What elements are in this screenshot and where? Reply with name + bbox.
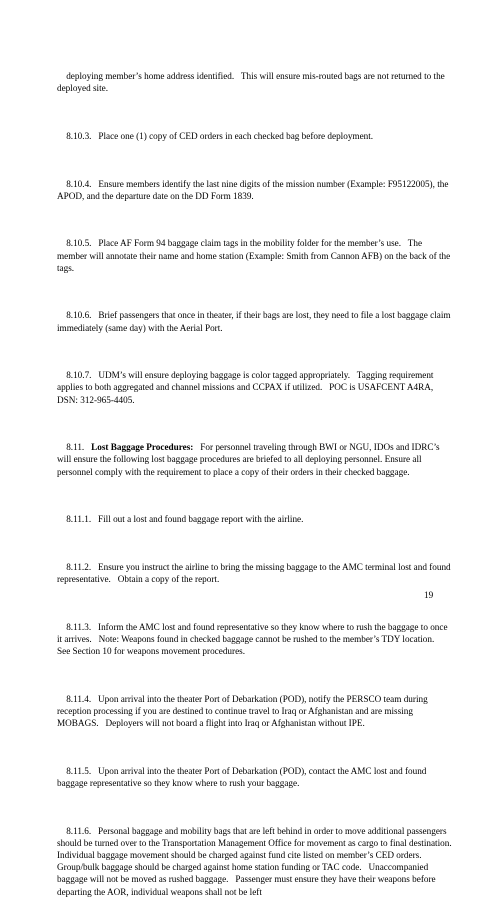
paragraph-number: 8.11.4. [66,693,92,704]
paragraph-text: UDM’s will ensure deploying baggage is color tagged appropriately. Tagging requirement applies to both aggregated and channel missions and CCPAX if utilized. POC is USAFCENT A4RA, DSN: 312-965-4405. [57,370,436,405]
page-number: 19 [424,590,434,600]
paragraph-8-10-6 [57,297,452,346]
paragraph-text: Place one (1) copy of CED orders in each checked bag before deployment. [98,131,374,142]
paragraph-number: 8.11. [66,442,85,453]
paragraph-text: Ensure members identify the last nine digits of the mission number (Example: F95122005), the APOD, and the departure date on the DD Form 1839. [57,178,451,201]
paragraph-text: Personal baggage and mobility bags that are left behind in order to move additional passengers should be turned over to the Transportation Management Office for movement as cargo to final destination. Individual baggage movement should be charged against fund cite listed on member’s CED orders. Group/bulk baggage should be charged against home station funding or TAC code. Unaccompanied baggage will not be moved as rushed baggage. Passenger must ensure they have their weapons before departing the AOR, individual weapons shall not be left [57,825,459,897]
paragraph-text: Ensure you instruct the airline to bring the missing baggage to the AMC terminal lost and found representative. Obtain a copy of the report. [57,561,453,585]
paragraph-8-10-5 [57,225,452,286]
paragraph-8-11-4 [57,681,452,742]
paragraph-text: For personnel traveling through BWI or NGU, IDOs and IDRC’s will ensure the following lost baggage procedures are briefed to all deploying personnel. Ensure all personnel comply with the requirement to place a copy of their orders in their checked baggage. [57,442,442,477]
paragraph-continuation [57,58,452,107]
paragraph-text: Inform the AMC lost and found representative so they know where to rush the baggage to once it arrives. Note: Weapons found in checked baggage cannot be rushed to the member’s TDY location. See Section 10 for weapons movement procedures. [57,621,450,657]
paragraph-8-11-5 [57,753,452,802]
paragraph-heading: Lost Baggage Procedures: [91,442,194,453]
paragraph-number: 8.11.2. [66,561,92,572]
paragraph-number: 8.10.6. [66,310,92,321]
paragraph-number: 8.10.7. [66,370,92,381]
document-page [57,58,459,921]
paragraph-text: Place AF Form 94 baggage claim tags in the mobility folder for the member’s use. The member will annotate their name and home station (Example: Smith from Cannon AFB) on the back of the tags. [57,238,453,273]
paragraph-8-10-7 [57,357,452,418]
paragraph-text: Upon arrival into the theater Port of Debarkation (POD), contact the AMC lost and found baggage representative so they know where to rush your baggage. [57,765,429,788]
paragraph-text: Upon arrival into the theater Port of Debarkation (POD), notify the PERSCO team during reception processing if you are destined to continue travel to Iraq or Afghanistan and are missing MOBAGS. Deployers will not board a flight into Iraq or Afghanistan without IPE. [57,693,430,729]
paragraph-number: 8.11.1. [66,514,92,525]
paragraph-8-10-3 [57,118,452,155]
paragraph-text: Brief passengers that once in theater, if their bags are lost, they need to file a lost baggage claim immediately (same day) with the Aerial Port. [57,310,453,333]
paragraph-8-11-2 [57,549,452,598]
paragraph-number: 8.10.5. [66,238,92,249]
paragraph-number: 8.11.6. [66,825,92,836]
paragraph-text: Fill out a lost and found baggage report with the airline. [98,514,304,525]
paragraph-8-11 [57,429,452,490]
paragraph-8-11-6 [57,812,459,910]
paragraph-8-11-1 [57,501,452,538]
paragraph-number: 8.11.3. [66,621,92,632]
paragraph-8-10-4 [57,165,452,214]
paragraph-text: deploying member’s home address identified. This will ensure mis-routed bags are not returned to the deployed site. [57,71,448,94]
paragraph-number: 8.11.5. [66,765,92,776]
paragraph-number: 8.10.3. [66,131,92,142]
paragraph-number: 8.10.4. [66,178,92,189]
paragraph-8-11-3 [57,609,452,670]
